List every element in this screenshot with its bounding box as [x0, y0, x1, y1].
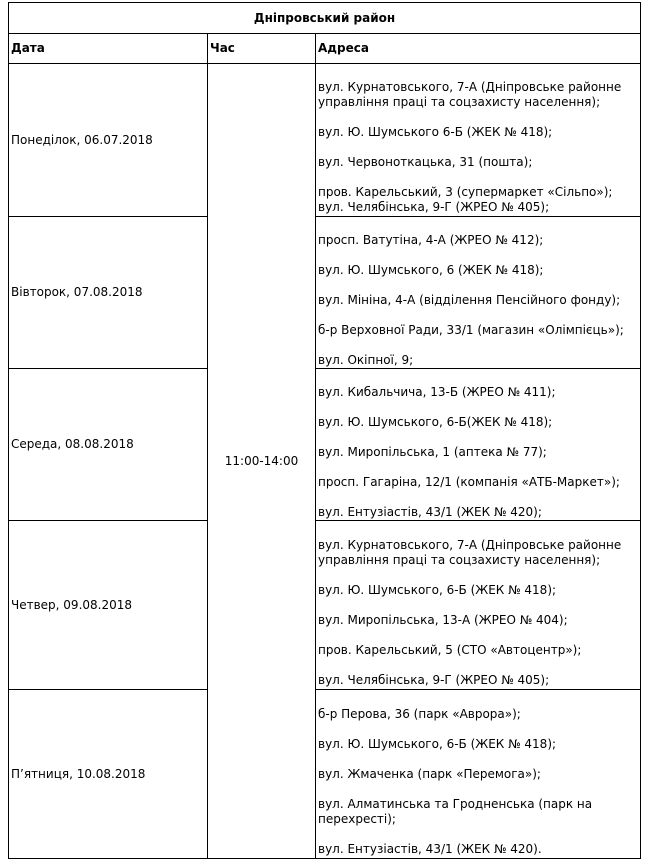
table-row: [9, 369, 641, 521]
address-spacer: [318, 308, 638, 323]
address-line: б-р Верховної Ради, 33/1 (магазин «Олімпієць»);: [318, 322, 624, 337]
address-line: вул. Алматинська та Гродненська (парк на: [318, 796, 593, 811]
district-title: Дніпровський район: [9, 3, 641, 34]
address-list: [318, 370, 638, 520]
address-spacer: [318, 568, 638, 583]
address-line: вул. Ю. Шумського, 6-Б(ЖЕК № 418);: [318, 414, 553, 429]
day-date: Вівторок, 07.08.2018: [9, 217, 208, 369]
day-date: Четвер, 09.08.2018: [9, 521, 208, 690]
address-line: вул. Челябінська, 9-Г (ЖРЕО № 405);: [318, 672, 550, 687]
table-continuation-border: [8, 858, 640, 859]
address-line: вул. Жмаченка (парк «Перемога»);: [318, 766, 541, 781]
address-line: вул. Курнатовського, 7-А (Дніпровське районне: [318, 537, 622, 552]
address-line: вул. Ентузіастів, 43/1 (ЖЕК № 420);: [318, 504, 542, 519]
address-spacer: [318, 110, 638, 125]
address-list: [318, 218, 638, 368]
address-line: вул. Мініна, 4-А (відділення Пенсійного фонду);: [318, 292, 621, 307]
address-line: управління праці та соцзахисту населення);: [318, 95, 601, 109]
address-cell: [316, 217, 641, 369]
address-cell: [316, 521, 641, 690]
address-spacer: [318, 430, 638, 445]
table-row: [9, 217, 641, 369]
address-spacer: [318, 338, 638, 353]
header-address: Адреса: [316, 34, 641, 64]
address-spacer: [318, 490, 638, 505]
address-cell: [316, 369, 641, 521]
day-date: Понеділок, 06.07.2018: [9, 64, 208, 217]
address-list: [318, 523, 638, 688]
address-line: перехресті);: [318, 811, 396, 826]
address-line: вул. Ю. Шумського, 6 (ЖЕК № 418);: [318, 262, 544, 277]
address-cell: [316, 690, 641, 859]
address-cell: [316, 64, 641, 217]
day-date: П’ятниця, 10.08.2018: [9, 690, 208, 859]
address-line: вул. Ентузіастів, 43/1 (ЖЕК № 420).: [318, 841, 542, 856]
address-spacer: [318, 827, 638, 842]
time-slot: 11:00-14:00: [208, 64, 316, 859]
address-spacer: [318, 140, 638, 155]
address-spacer: [318, 170, 638, 185]
day-date: Середа, 08.08.2018: [9, 369, 208, 521]
header-time: Час: [208, 34, 316, 64]
schedule-table: [8, 2, 641, 859]
address-spacer: [318, 782, 638, 797]
address-line: вул. Кибальчича, 13-Б (ЖРЕО № 411);: [318, 384, 556, 399]
address-spacer: [318, 400, 638, 415]
address-spacer: [318, 722, 638, 737]
address-spacer: [318, 248, 638, 263]
address-line: вул. Ю. Шумського, 6-Б (ЖЕК № 418);: [318, 736, 557, 751]
address-spacer: [318, 598, 638, 613]
address-spacer: [318, 278, 638, 293]
table-row: [9, 521, 641, 690]
address-list: [318, 65, 638, 215]
address-line: вул. Окіпної, 9;: [318, 352, 414, 367]
address-list: [318, 692, 638, 857]
address-line: б-р Перова, 36 (парк «Аврора»);: [318, 706, 521, 721]
address-spacer: [318, 460, 638, 475]
address-line: вул. Ю. Шумського, 6-Б (ЖЕК № 418);: [318, 582, 557, 597]
address-line: вул. Червоноткацька, 31 (пошта);: [318, 155, 533, 169]
address-line: вул. Ю. Шумського 6-Б (ЖЕК № 418);: [318, 125, 553, 139]
address-line: просп. Гагаріна, 12/1 (компанія «АТБ-Маркет»);: [318, 474, 620, 489]
district-title-row: [9, 3, 641, 34]
address-line: просп. Ватутіна, 4-А (ЖРЕО № 412);: [318, 232, 544, 247]
address-spacer: [318, 658, 638, 673]
address-line: вул. Миропільська, 13-А (ЖРЕО № 404);: [318, 612, 568, 627]
address-spacer: [318, 752, 638, 767]
table-row: [9, 690, 641, 859]
address-line: управління праці та соцзахисту населення);: [318, 552, 601, 567]
address-spacer: [318, 628, 638, 643]
header-date: Дата: [9, 34, 208, 64]
address-line: вул. Курнатовського, 7-А (Дніпровське районне: [318, 80, 622, 94]
address-line: пров. Карельський, 5 (СТО «Автоцентр»);: [318, 642, 582, 657]
table-row: [9, 64, 641, 217]
address-line: вул. Миропільська, 1 (аптека № 77);: [318, 444, 547, 459]
address-line: вул. Челябінська, 9-Г (ЖРЕО № 405);: [318, 200, 550, 214]
header-row: [9, 34, 641, 64]
address-line: пров. Карельський, 3 (супермаркет «Сільпо»);: [318, 185, 613, 199]
